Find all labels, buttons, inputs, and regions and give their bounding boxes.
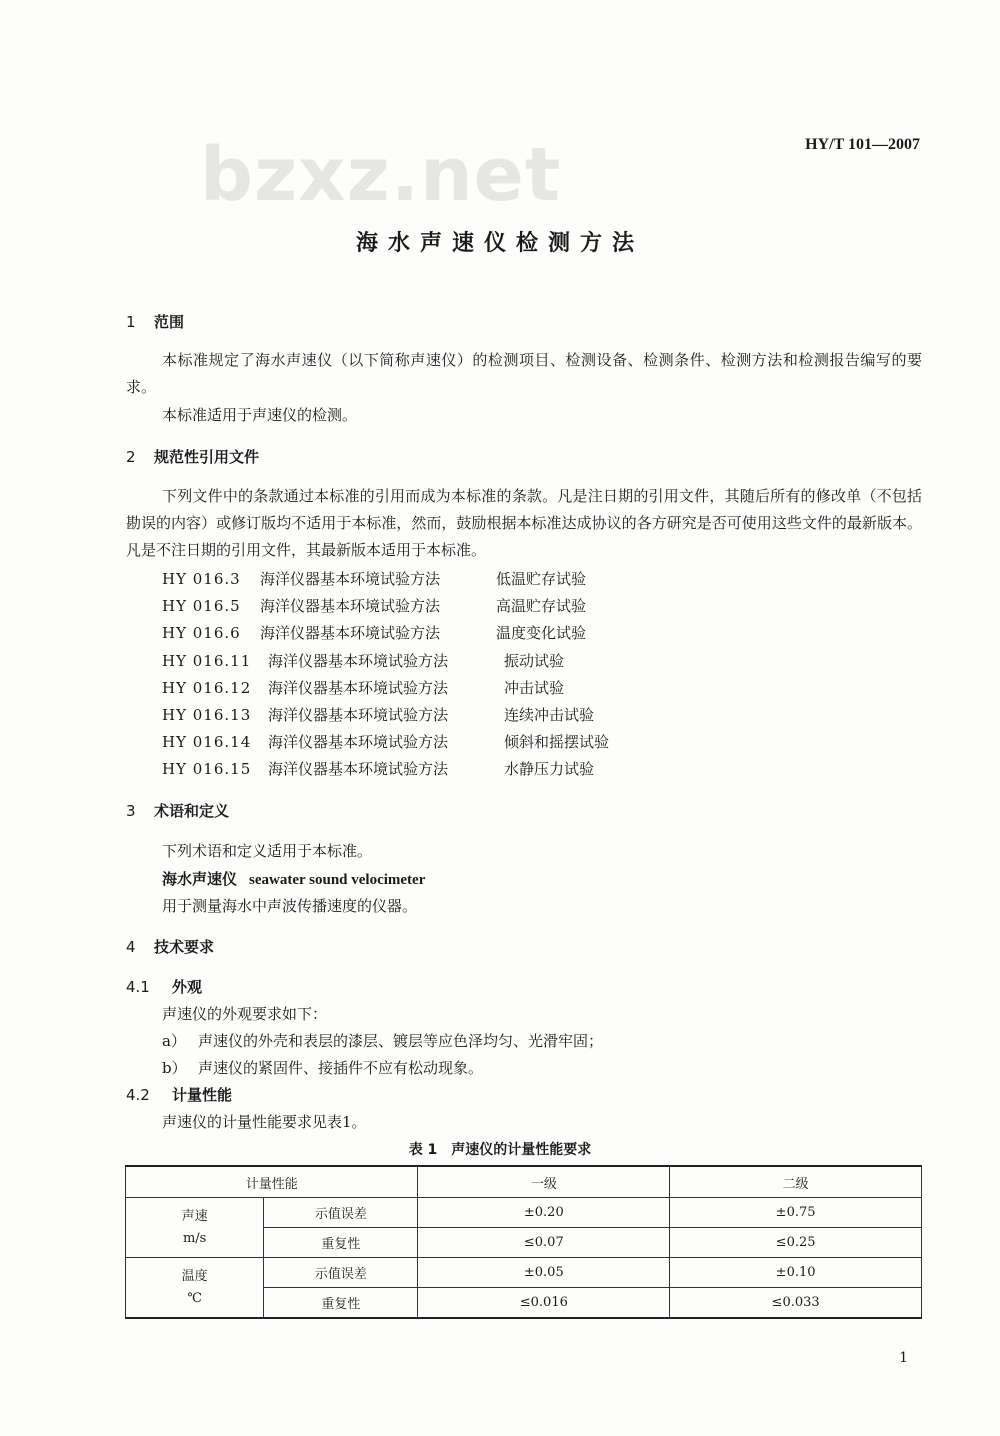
section-title: 术语和定义 bbox=[154, 802, 230, 820]
table-row bbox=[126, 1258, 922, 1288]
section-title: 技术要求 bbox=[154, 938, 215, 956]
level-2-cell: ≤0.033 bbox=[670, 1288, 922, 1319]
section-4-1-intro: 声速仪的外观要求如下： bbox=[162, 1005, 328, 1023]
header-level-2: 二级 bbox=[670, 1166, 922, 1198]
section-number: 4.1 bbox=[126, 978, 150, 996]
table-caption: 表 1 声速仪的计量性能要求 bbox=[408, 1142, 592, 1158]
section-title: 规范性引用文件 bbox=[154, 448, 260, 466]
section-title: 计量性能 bbox=[172, 1086, 233, 1104]
section-number: 3 bbox=[126, 802, 136, 820]
reference-title: 海洋仪器基本环境试验方法 bbox=[260, 624, 441, 642]
table-row bbox=[126, 1198, 922, 1228]
term-entry bbox=[162, 868, 425, 889]
section-1-paragraph-1: 本标准规定了海水声速仪（以下简称声速仪）的检测项目、检测设备、检测条件、检测方法和检测报告编写的要求。 bbox=[126, 351, 922, 396]
section-1-heading bbox=[126, 311, 184, 332]
section-number: 4.2 bbox=[126, 1086, 150, 1104]
section-2-paragraph: 下列文件中的条款通过本标准的引用而成为本标准的条款。凡是注日期的引用文件，其随后所有的修改单（不包括勘误的内容）或修订版均不适用于本标准，然而，鼓励根据本标准达成协议的各方研究是否可使用这些文件的最新版本。凡是不注日期的引用文件，其最新版本适用于本标准。 bbox=[126, 487, 922, 559]
reference-code: HY 016.6 bbox=[162, 624, 241, 642]
list-item bbox=[162, 1030, 603, 1051]
section-number: 4 bbox=[126, 938, 136, 956]
section-3-intro: 下列术语和定义适用于本标准。 bbox=[162, 842, 373, 860]
page-number: 1 bbox=[899, 1350, 908, 1366]
reference-item bbox=[162, 568, 586, 589]
reference-test: 温度变化试验 bbox=[496, 624, 587, 642]
reference-item bbox=[162, 595, 586, 616]
section-title: 范围 bbox=[154, 313, 185, 331]
section-title: 外观 bbox=[172, 978, 203, 996]
reference-item bbox=[162, 731, 609, 752]
group-name: 温度 bbox=[181, 1268, 208, 1284]
document-code: HY/T 101—2007 bbox=[805, 136, 920, 153]
term-chinese: 海水声速仪 bbox=[162, 870, 238, 888]
term-english: seawater sound velocimeter bbox=[249, 872, 426, 888]
section-1-paragraph-2: 本标准适用于声速仪的检测。 bbox=[162, 406, 358, 424]
reference-item bbox=[162, 622, 586, 643]
reference-code: HY 016.13 bbox=[162, 706, 252, 724]
reference-test: 振动试验 bbox=[504, 652, 565, 670]
list-item-text: 声速仪的紧固件、接插件不应有松动现象。 bbox=[198, 1059, 484, 1077]
reference-code: HY 016.5 bbox=[162, 597, 241, 615]
item-cell: 重复性 bbox=[264, 1288, 418, 1319]
reference-test: 冲击试验 bbox=[504, 679, 565, 697]
section-number: 2 bbox=[126, 448, 136, 466]
item-cell: 示值误差 bbox=[264, 1258, 418, 1288]
reference-item bbox=[162, 650, 564, 671]
level-2-cell: ≤0.25 bbox=[670, 1228, 922, 1258]
reference-test: 低温贮存试验 bbox=[496, 570, 587, 588]
level-2-cell: ±0.10 bbox=[670, 1258, 922, 1288]
header-metric: 计量性能 bbox=[126, 1166, 418, 1198]
reference-title: 海洋仪器基本环境试验方法 bbox=[268, 679, 449, 697]
reference-code: HY 016.12 bbox=[162, 679, 252, 697]
term-definition: 用于测量海水中声波传播速度的仪器。 bbox=[162, 897, 418, 915]
reference-test: 连续冲击试验 bbox=[504, 706, 595, 724]
reference-title: 海洋仪器基本环境试验方法 bbox=[268, 760, 449, 778]
section-4-heading bbox=[126, 936, 214, 957]
section-2-heading bbox=[126, 446, 259, 467]
group-unit: m/s bbox=[182, 1230, 207, 1246]
level-1-cell: ±0.05 bbox=[418, 1258, 670, 1288]
section-4-2-heading bbox=[126, 1084, 232, 1105]
reference-code: HY 016.11 bbox=[162, 652, 252, 670]
group-cell bbox=[126, 1198, 264, 1258]
group-cell bbox=[126, 1258, 264, 1319]
reference-code: HY 016.14 bbox=[162, 733, 252, 751]
section-4-1-heading bbox=[126, 976, 202, 997]
list-item bbox=[162, 1057, 483, 1078]
reference-test: 水静压力试验 bbox=[504, 760, 595, 778]
document-title: 海水声速仪检测方法 bbox=[355, 231, 644, 256]
item-cell: 重复性 bbox=[264, 1228, 418, 1258]
section-3-heading bbox=[126, 800, 229, 821]
group-name: 声速 bbox=[181, 1208, 208, 1224]
metrics-table bbox=[125, 1165, 922, 1319]
section-number: 1 bbox=[126, 313, 136, 331]
reference-item bbox=[162, 704, 594, 725]
table-header-row bbox=[126, 1166, 922, 1198]
reference-test: 倾斜和摇摆试验 bbox=[504, 733, 610, 751]
list-item-text: 声速仪的外壳和表层的漆层、镀层等应色泽均匀、光滑牢固； bbox=[198, 1032, 604, 1050]
reference-title: 海洋仪器基本环境试验方法 bbox=[260, 570, 441, 588]
reference-code: HY 016.3 bbox=[162, 570, 241, 588]
reference-title: 海洋仪器基本环境试验方法 bbox=[268, 652, 449, 670]
level-2-cell: ±0.75 bbox=[670, 1198, 922, 1228]
reference-test: 高温贮存试验 bbox=[496, 597, 587, 615]
header-level-1: 一级 bbox=[418, 1166, 670, 1198]
list-item-label: b） bbox=[162, 1059, 187, 1077]
section-4-2-intro: 声速仪的计量性能要求见表1。 bbox=[162, 1113, 367, 1131]
level-1-cell: ±0.20 bbox=[418, 1198, 670, 1228]
group-unit: ℃ bbox=[187, 1290, 202, 1306]
reference-title: 海洋仪器基本环境试验方法 bbox=[268, 733, 449, 751]
list-item-label: a） bbox=[162, 1032, 186, 1050]
reference-item bbox=[162, 677, 564, 698]
level-1-cell: ≤0.016 bbox=[418, 1288, 670, 1319]
level-1-cell: ≤0.07 bbox=[418, 1228, 670, 1258]
reference-code: HY 016.15 bbox=[162, 760, 252, 778]
item-cell: 示值误差 bbox=[264, 1198, 418, 1228]
watermark: bzxz.net bbox=[200, 132, 562, 218]
reference-title: 海洋仪器基本环境试验方法 bbox=[268, 706, 449, 724]
reference-title: 海洋仪器基本环境试验方法 bbox=[260, 597, 441, 615]
reference-item bbox=[162, 758, 594, 779]
